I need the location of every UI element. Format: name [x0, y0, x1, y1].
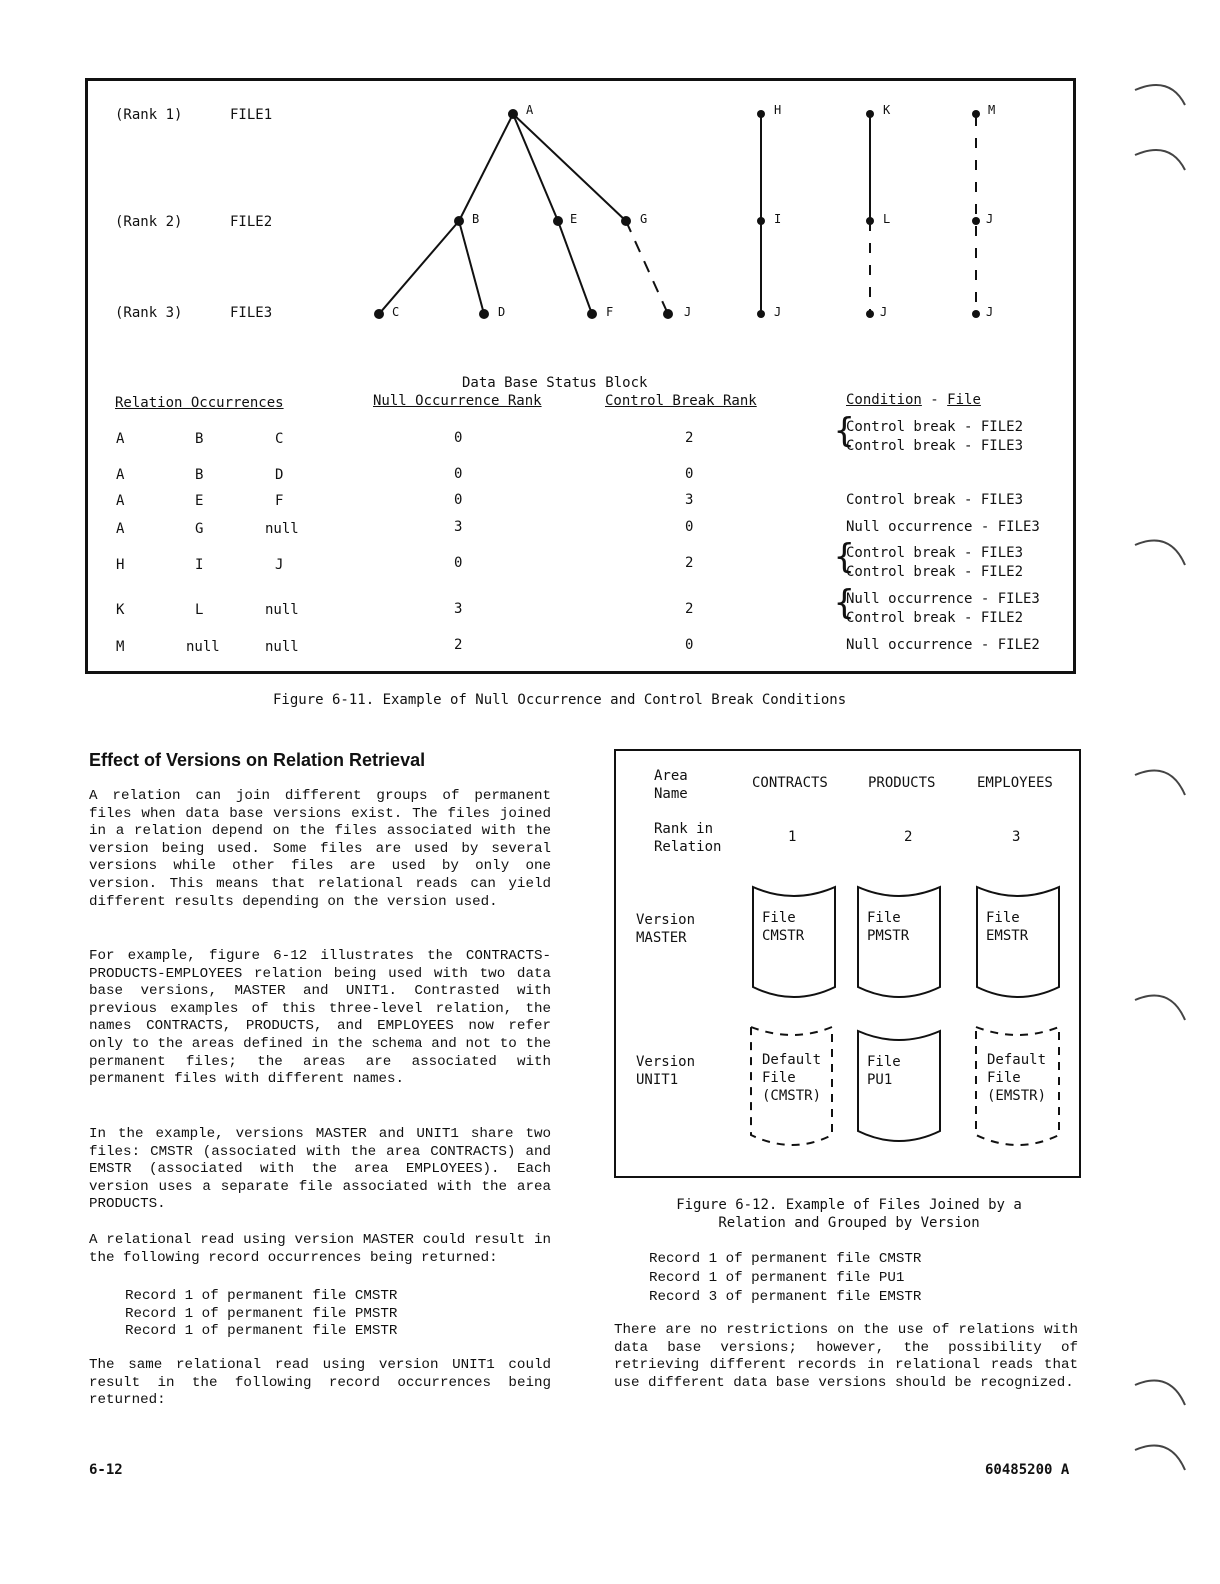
row-cell: A — [116, 493, 125, 509]
row-cell: I — [195, 557, 204, 573]
condition-line: Control break - FILE3 — [846, 492, 1024, 508]
binding-mark — [1135, 996, 1185, 1021]
rank-1-value: 1 — [788, 829, 797, 845]
caption-line: Figure 6-12. Example of Files Joined by a — [676, 1197, 1022, 1213]
row-cell: B — [195, 467, 204, 483]
node-C — [374, 309, 384, 319]
null-rank-value: 0 — [454, 555, 463, 571]
file-text-line: (CMSTR) — [762, 1088, 822, 1104]
area-contracts: CONTRACTS — [752, 775, 828, 791]
section-heading: Effect of Versions on Relation Retrieval — [89, 750, 426, 770]
condition-line: Control break - FILE2 — [846, 610, 1024, 626]
row-cell: J — [275, 557, 284, 573]
null-rank-value: 0 — [454, 430, 463, 446]
file-text-line: File — [987, 1070, 1021, 1086]
page-number: 6-12 — [89, 1462, 123, 1478]
rank-2-label: (Rank 2) — [115, 214, 183, 230]
file-text-line: (EMSTR) — [987, 1088, 1047, 1104]
row-cell: null — [265, 602, 299, 618]
rank-label-line: Relation — [654, 839, 722, 855]
paragraph-6: There are no restrictions on the use of relations with data base versions; however, the possibility of retrieving different records in relational reads that use different data base versions should be recognized. — [614, 1322, 1078, 1391]
file-cylinder-pu1 — [857, 1027, 941, 1157]
binding-hole-marks — [1130, 70, 1190, 1490]
file-text-line: File — [762, 910, 796, 926]
label-J2: J — [774, 305, 782, 319]
record-list-master — [125, 1288, 525, 1341]
label-I: I — [774, 212, 782, 226]
list-item: Record 1 of permanent file CMSTR — [125, 1288, 398, 1304]
file-cylinder-default-cmstr — [750, 1025, 834, 1155]
row-cell: null — [186, 639, 220, 655]
break-rank-value: 2 — [685, 430, 694, 446]
row-cell: F — [275, 493, 284, 509]
label-J3: J — [880, 305, 888, 319]
node-E — [553, 216, 563, 226]
condition-line: Null occurrence - FILE2 — [846, 637, 1040, 653]
condition-line: Null occurrence - FILE3 — [846, 591, 1040, 607]
node-J — [757, 310, 765, 318]
rank-2-file: FILE2 — [230, 214, 273, 230]
rank-in-relation-label — [654, 820, 721, 856]
file-text-line: PMSTR — [867, 928, 910, 944]
header-file: File — [947, 392, 981, 408]
rank-3-label: (Rank 3) — [115, 305, 183, 321]
header-relation-occurrences: Relation Occurrences — [115, 395, 284, 411]
condition-line: Control break - FILE2 — [846, 419, 1024, 435]
condition-line: Null occurrence - FILE3 — [846, 519, 1040, 535]
binding-mark — [1135, 150, 1185, 170]
label-H: H — [774, 103, 782, 117]
condition-line: Control break - FILE3 — [846, 438, 1024, 454]
node-F — [587, 309, 597, 319]
list-item: Record 3 of permanent file EMSTR — [649, 1289, 922, 1305]
brace: { — [834, 411, 855, 451]
row-cell: K — [116, 602, 125, 618]
figure-6-11-frame — [85, 78, 1076, 674]
area-employees: EMPLOYEES — [977, 775, 1053, 791]
row-cell: L — [195, 602, 204, 618]
file-text-line: CMSTR — [762, 928, 805, 944]
label-K: K — [883, 103, 891, 117]
file-text-line: PU1 — [867, 1072, 893, 1088]
area-label-line: Name — [654, 786, 688, 802]
null-rank-value: 0 — [454, 466, 463, 482]
brace: { — [834, 537, 855, 577]
null-rank-value: 2 — [454, 637, 463, 653]
version-master-label — [636, 911, 695, 947]
label-D: D — [498, 305, 506, 319]
version-label-line: UNIT1 — [636, 1072, 679, 1088]
label-A: A — [526, 103, 534, 117]
row-cell: A — [116, 467, 125, 483]
label-L: L — [883, 212, 891, 226]
row-cell: M — [116, 639, 125, 655]
row-cell: null — [265, 639, 299, 655]
row-cell: null — [265, 521, 299, 537]
binding-mark — [1135, 771, 1185, 796]
file-text-line: Default — [762, 1052, 822, 1068]
version-unit1-label — [636, 1053, 695, 1089]
version-label-line: MASTER — [636, 930, 687, 946]
rank-1-file: FILE1 — [230, 107, 273, 123]
header-control-break-rank: Control Break Rank — [605, 393, 757, 409]
break-rank-value: 2 — [685, 555, 694, 571]
label-F: F — [606, 305, 614, 319]
row-cell: D — [275, 467, 284, 483]
paragraph-3: In the example, versions MASTER and UNIT1 share two files: CMSTR (associated with the area CONTRACTS) and EMSTR (associated with the area EMPLOYEES). Each version uses a separate file associated with the area PRODUCTS. — [89, 1126, 551, 1213]
file-text-line: File — [762, 1070, 796, 1086]
file-cylinder-emstr — [976, 883, 1060, 1003]
null-rank-value: 0 — [454, 492, 463, 508]
list-item: Record 1 of permanent file CMSTR — [649, 1251, 922, 1267]
node-D — [479, 309, 489, 319]
break-rank-value: 0 — [685, 637, 694, 653]
label-B: B — [472, 212, 480, 226]
list-item: Record 1 of permanent file PMSTR — [125, 1305, 398, 1322]
break-rank-value: 0 — [685, 519, 694, 535]
figure-6-11-caption: Figure 6-11. Example of Null Occurrence and Control Break Conditions — [273, 692, 847, 708]
label-J5: J — [986, 305, 994, 319]
header-condition: Condition — [846, 392, 922, 408]
status-block-title: Data Base Status Block — [462, 375, 648, 391]
brace: { — [834, 583, 855, 623]
node-L — [866, 217, 874, 225]
label-C: C — [392, 305, 400, 319]
file-cylinder-cmstr — [752, 883, 836, 1003]
row-cell: B — [195, 431, 204, 447]
rank-label-line: Rank in — [654, 821, 714, 837]
binding-mark — [1135, 1381, 1185, 1406]
figure-6-12-frame — [614, 749, 1081, 1178]
area-name-label — [654, 767, 688, 803]
rank-3-value: 3 — [1012, 829, 1021, 845]
node-B — [454, 216, 464, 226]
area-label-line: Area — [654, 768, 688, 784]
file-text-line: File — [867, 910, 901, 926]
caption-line: Relation and Grouped by Version — [718, 1215, 980, 1231]
area-products: PRODUCTS — [868, 775, 936, 791]
header-null-occurrence-rank: Null Occurrence Rank — [373, 393, 542, 409]
rank-2-value: 2 — [904, 829, 913, 845]
header-condition-file — [846, 392, 981, 408]
break-rank-value: 3 — [685, 492, 694, 508]
row-cell: E — [195, 493, 204, 509]
record-list-unit1 — [649, 1250, 1049, 1307]
label-J4: J — [986, 212, 994, 226]
figure-6-12-caption — [614, 1196, 1084, 1232]
node-K — [866, 110, 874, 118]
node-J-null-m3 — [972, 310, 980, 318]
paragraph-2: For example, figure 6-12 illustrates the CONTRACTS-PRODUCTS-EMPLOYEES relation being used with two data base versions, MASTER and UNIT1. Contrasted with previous examples of this three-level relation, the names CONTRACTS, PRODUCTS, and EMPLOYEES now refer only to the areas defined in the schema and not to the permanent files; the areas are associated with permanent files with different names. — [89, 948, 551, 1088]
node-I — [757, 217, 765, 225]
row-cell: A — [116, 431, 125, 447]
binding-mark — [1135, 1446, 1185, 1471]
label-G: G — [640, 212, 648, 226]
file-text-line: File — [867, 1054, 901, 1070]
rank-3-file: FILE3 — [230, 305, 273, 321]
document-number: 60485200 A — [985, 1462, 1070, 1478]
label-M: M — [988, 103, 996, 117]
node-J-null — [663, 309, 673, 319]
file-cylinder-default-emstr — [975, 1025, 1059, 1155]
paragraph-5: The same relational read using version UNIT1 could result in the following record occurrences being returned: — [89, 1357, 551, 1409]
node-J-null-m2 — [972, 217, 980, 225]
node-J-null-k — [866, 310, 874, 318]
break-rank-value: 2 — [685, 601, 694, 617]
file-text-line: File — [986, 910, 1020, 926]
file-text-line: EMSTR — [986, 928, 1029, 944]
rank-1-label: (Rank 1) — [115, 107, 183, 123]
list-item: Record 1 of permanent file PU1 — [649, 1270, 905, 1286]
null-rank-value: 3 — [454, 519, 463, 535]
node-A — [508, 109, 518, 119]
condition-line: Control break - FILE3 — [846, 545, 1024, 561]
label-E: E — [570, 212, 578, 226]
paragraph-1: A relation can join different groups of permanent files when data base versions exist. The files joined in a relation depend on the files associated with the version being used. Some files are used by several versions while other files are used by only one version. This means that relational reads can yield different results depending on the version used. — [89, 788, 551, 910]
file-cylinder-pmstr — [857, 883, 941, 1003]
file-text-line: Default — [987, 1052, 1047, 1068]
node-G — [621, 216, 631, 226]
row-cell: A — [116, 521, 125, 537]
label-J1: J — [684, 305, 692, 319]
row-cell: C — [275, 431, 284, 447]
condition-line: Control break - FILE2 — [846, 564, 1024, 580]
break-rank-value: 0 — [685, 466, 694, 482]
null-rank-value: 3 — [454, 601, 463, 617]
row-cell: G — [195, 521, 204, 537]
paragraph-4: A relational read using version MASTER could result in the following record occurrences being returned: — [89, 1232, 551, 1266]
row-cell: H — [116, 557, 125, 573]
node-M — [972, 110, 980, 118]
version-label-line: Version — [636, 1054, 696, 1070]
list-item: Record 1 of permanent file EMSTR — [125, 1323, 398, 1340]
binding-mark — [1135, 541, 1185, 566]
version-label-line: Version — [636, 912, 696, 928]
node-H — [757, 110, 765, 118]
binding-mark — [1135, 85, 1185, 105]
header-dash: - — [930, 392, 939, 408]
